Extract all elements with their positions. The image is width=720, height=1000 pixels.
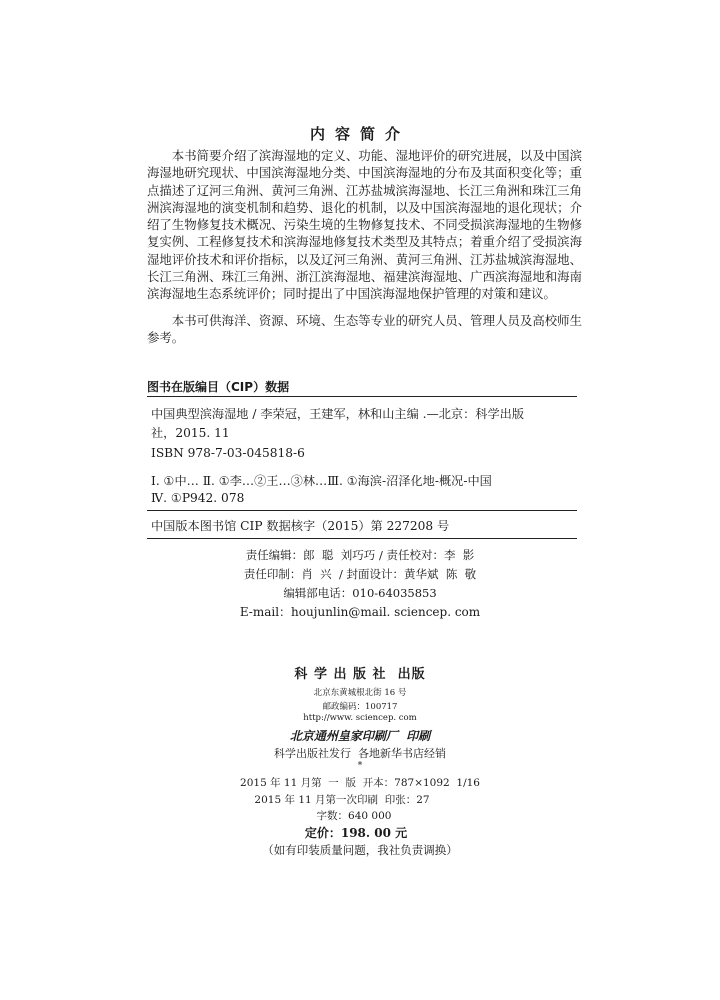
quality-notice: （如有印装质量问题，我社负责调换）: [262, 843, 458, 857]
cip-isbn: ISBN 978-7-03-045818-6: [151, 446, 305, 460]
summary-paragraph-1: 本书简要介绍了滨海湿地的定义、功能、湿地评价的研究进展，以及中国滨海湿地研究现状、中国滨海湿地分类、中国滨海湿地的分布及其面积变化等；重点描述了辽河三角洲、黄河三角洲、江苏盐城滨海湿地、长江三角洲和珠江三角洲滨海湿地的演变机制和趋势、退化的机制，以及中国滨海湿地的退化现状；介绍了生物修复技术概况、污染生境的生物修复技术、不同受损滨海湿地的生物修复实例、工程修复技术和滨海湿地修复技术类型及其特点；着重介绍了受损滨海湿地评价技术和评价指标，以及辽河三角洲、黄河三角洲、江苏盐城滨海湿地、长江三角洲、珠江三角洲、浙江滨海湿地、福建滨海湿地、广西滨海湿地和海南滨海湿地生态系统评价；同时提出了中国滨海湿地保护管理的对策和建议。: [147, 148, 582, 302]
cip-classification-2: Ⅳ. ①P942. 078: [151, 491, 245, 505]
edition-line: 2015 年 11 月第 一 版 开本：787×1092 1/16: [240, 777, 480, 789]
cip-entry-line-2: 社，2015. 11: [151, 426, 230, 440]
word-count: 字数：640 000: [316, 810, 392, 822]
cip-bottom-rule: [147, 538, 577, 539]
cip-middle-rule: [147, 510, 577, 511]
cip-top-rule: [147, 396, 577, 397]
price: 定价：198. 00 元: [304, 826, 408, 840]
publisher-name: 科 学 出 版 社 出版: [294, 667, 426, 682]
credits-editors: 责任编辑：郎 聪 刘巧巧 / 责任校对：李 影: [245, 548, 475, 562]
page-title: 内容简介: [309, 125, 410, 143]
distribution-line: 科学出版社发行 各地新华书店经销: [274, 747, 446, 760]
cip-classification-1: Ⅰ. ①中… Ⅱ. ①李…②王…③林…Ⅲ. ①海滨-沼泽化地-概况-中国: [151, 474, 492, 488]
cip-entry-line-1: 中国典型滨海湿地 / 李荣冠，王建军，林和山主编 .—北京：科学出版: [151, 407, 525, 421]
credits-printing-design: 责任印制：肖 兴 / 封面设计：黄华斌 陈 敬: [243, 567, 477, 581]
publisher-postcode: 邮政编码：100717: [322, 702, 398, 712]
summary-paragraph-2: 本书可供海洋、资源、环境、生态等专业的研究人员、管理人员及高校师生参考。: [147, 313, 582, 346]
printer-name: 北京通州皇家印刷厂 印刷: [289, 729, 431, 743]
separator-star: *: [357, 761, 363, 771]
credits-email: E-mail：houjunlin@mail. sciencep. com: [239, 605, 481, 619]
publisher-address: 北京东黄城根北街 16 号: [313, 688, 407, 698]
publisher-url: http://www. sciencep. com: [303, 713, 417, 723]
cip-record-number: 中国版本图书馆 CIP 数据核字（2015）第 227208 号: [151, 519, 450, 533]
cip-heading: 图书在版编目（CIP）数据: [147, 380, 290, 394]
printing-line: 2015 年 11 月第一次印刷 印张：27: [254, 794, 430, 806]
credits-phone: 编辑部电话：010-64035853: [283, 586, 437, 600]
